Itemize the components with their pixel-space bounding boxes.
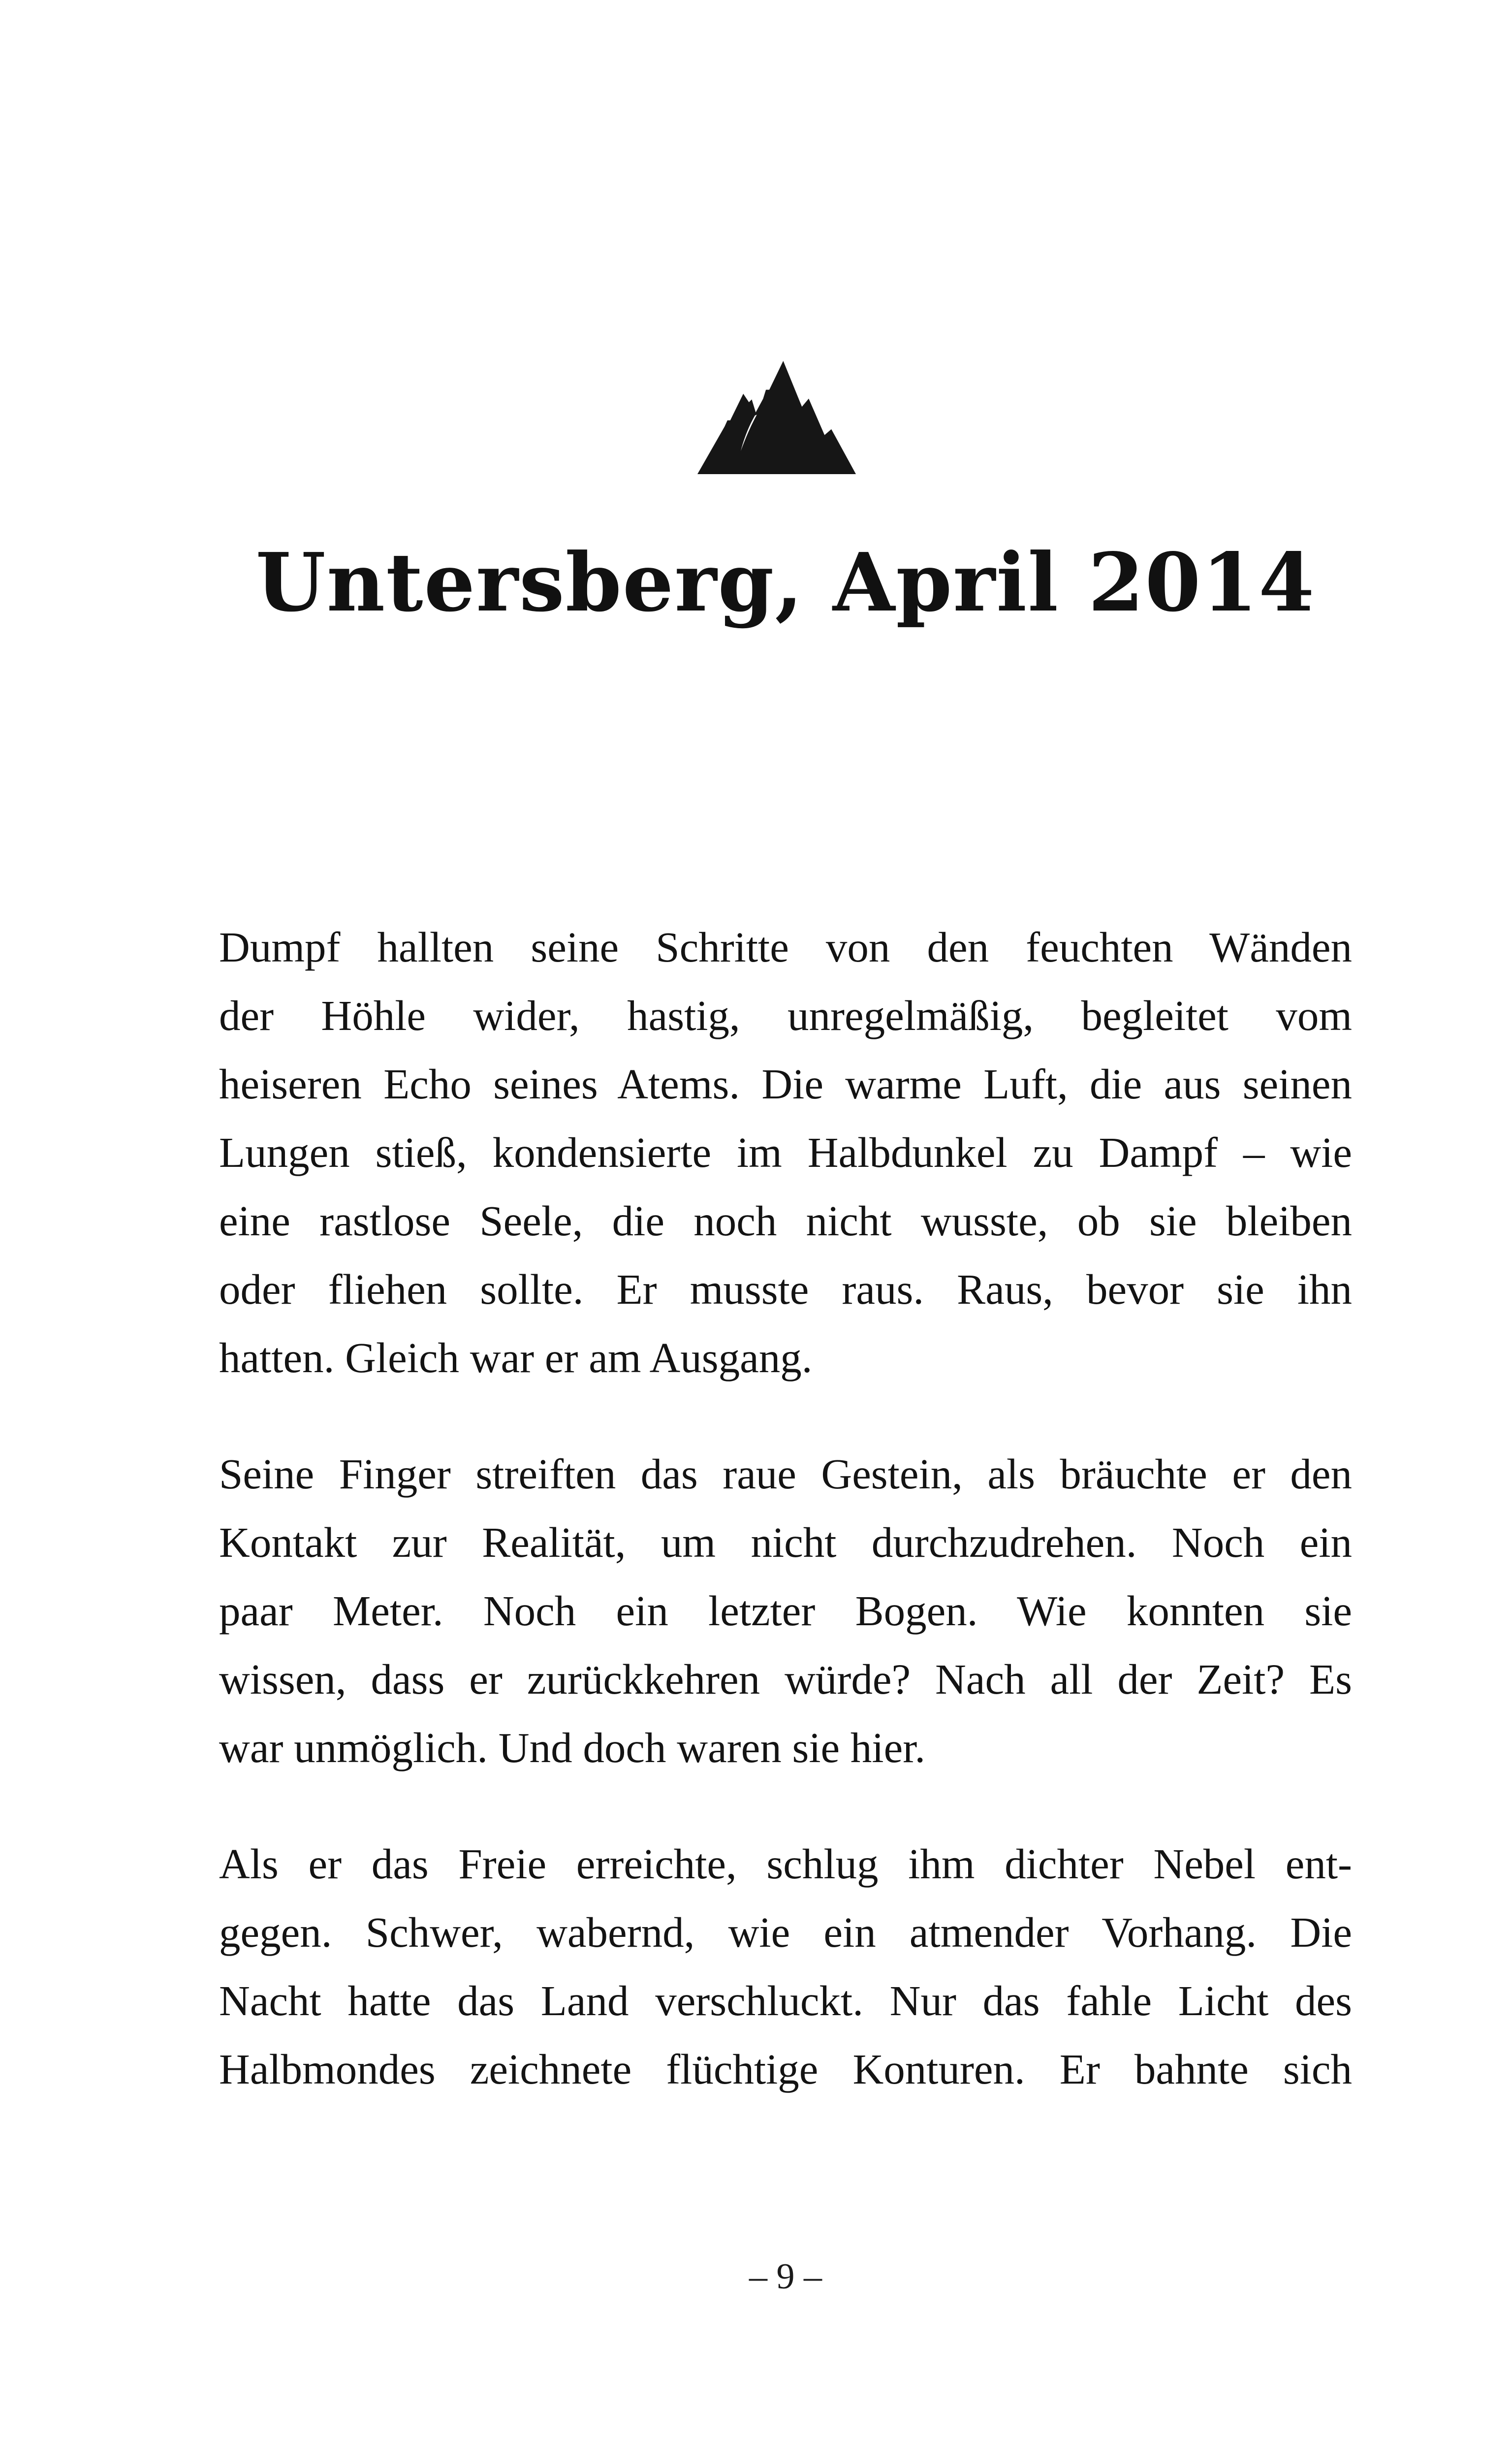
paragraph [219, 1830, 1352, 2103]
body-line: oder fliehen sollte. Er musste raus. Raus, bevor sie ihn [219, 1265, 1352, 1313]
page-number: – 9 – [749, 2256, 822, 2297]
body-line: war unmöglich. Und doch waren sie hier. [219, 1724, 926, 1771]
body-line: der Höhle wider, hastig, unregelmäßig, begleitet vom [219, 992, 1352, 1039]
body-line: Lungen stieß, kondensierte im Halbdunkel zu Dampf – wie [219, 1128, 1352, 1176]
body-text [219, 913, 1352, 2103]
body-line: Dumpf hallten seine Schritte von den feuchten Wänden [219, 923, 1352, 971]
mountain-icon [697, 359, 856, 476]
body-line: Als er das Freie erreichte, schlug ihm dichter Nebel ent- [219, 1840, 1352, 1888]
body-line: wissen, dass er zurückkehren würde? Nach all der Zeit? Es [219, 1655, 1352, 1703]
chapter-title: Untersberg, April 2014 [255, 536, 1316, 630]
mountain-silhouette [697, 361, 856, 474]
body-line: paar Meter. Noch ein letzter Bogen. Wie konnten sie [219, 1587, 1352, 1635]
body-line: Halbmondes zeichnete flüchtige Konturen. Er bahnte sich [219, 2045, 1352, 2093]
body-line: heiseren Echo seines Atems. Die warme Luft, die aus seinen [219, 1060, 1352, 1108]
body-line: gegen. Schwer, wabernd, wie ein atmender Vorhang. Die [219, 1908, 1352, 1956]
body-line: Nacht hatte das Land verschluckt. Nur das fahle Licht des [219, 1977, 1352, 2025]
paragraph [219, 1440, 1352, 1782]
body-line: eine rastlose Seele, die noch nicht wusste, ob sie bleiben [219, 1197, 1352, 1245]
body-line: Seine Finger streiften das raue Gestein, als bräuchte er den [219, 1450, 1352, 1498]
body-line: hatten. Gleich war er am Ausgang. [219, 1334, 813, 1382]
body-line: Kontakt zur Realität, um nicht durchzudrehen. Noch ein [219, 1518, 1352, 1566]
paragraph [219, 913, 1352, 1392]
